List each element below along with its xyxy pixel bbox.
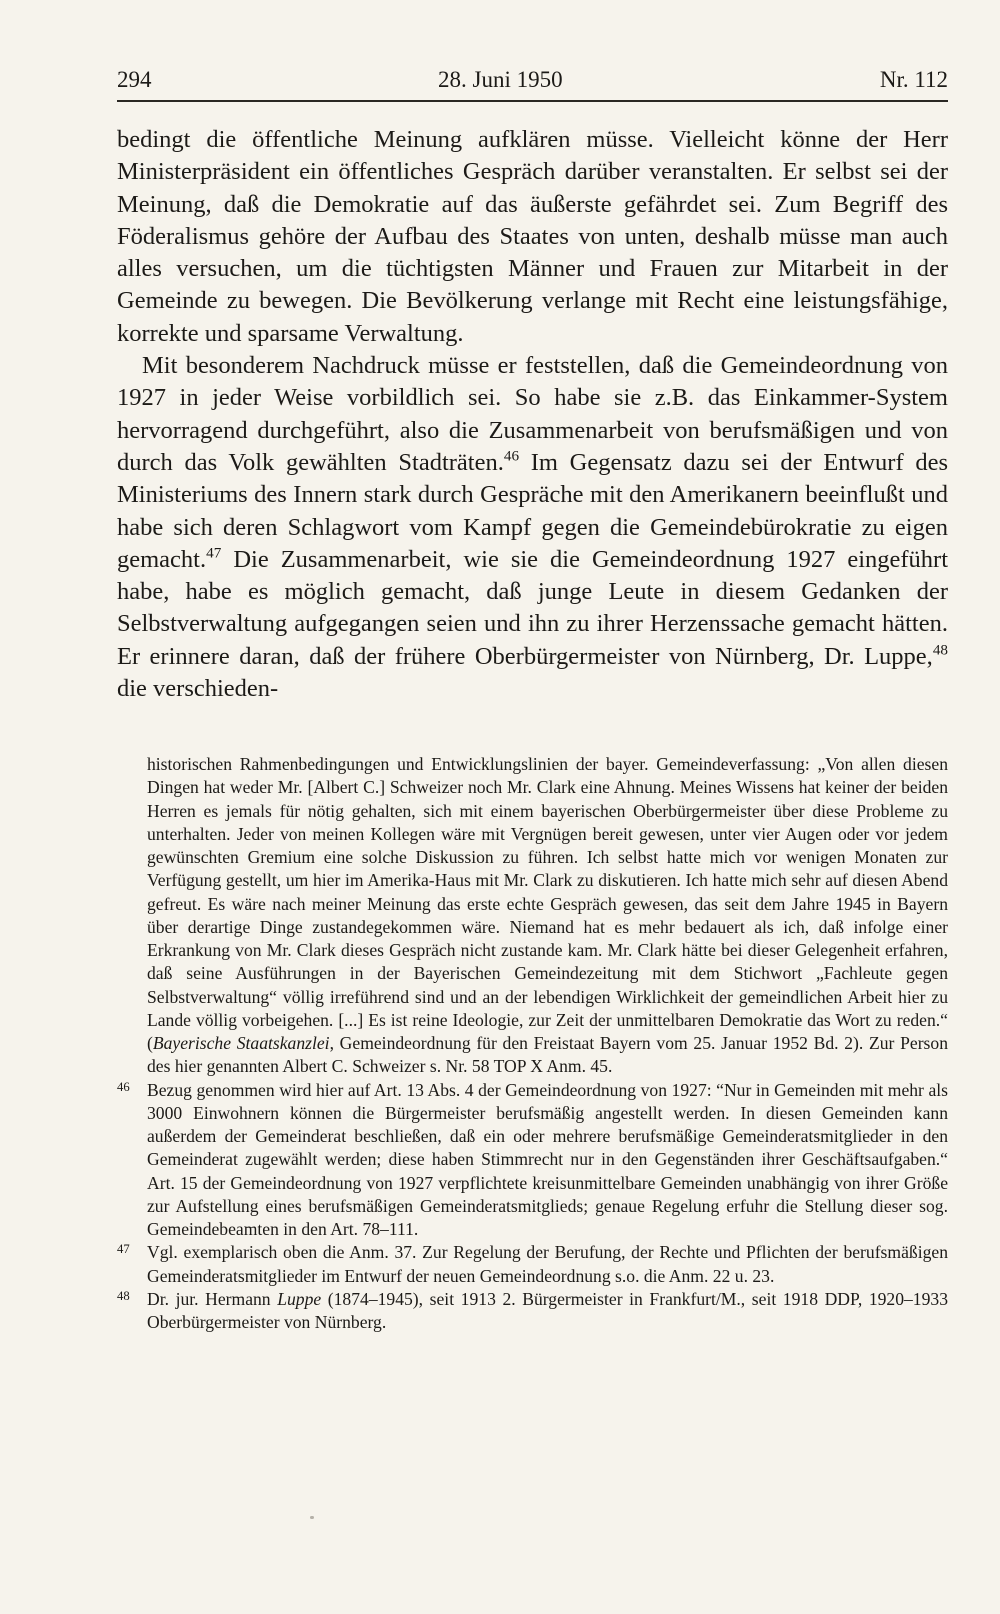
paragraph-2-part-d: die verschieden- [117,675,279,703]
footnote-46 [117,1079,948,1242]
footnote-continuation [117,753,948,1079]
footnotes-section [117,753,948,1334]
header-issue-number: Nr. 112 [879,67,948,92]
footnote-ref-47[interactable]: 47 [206,544,222,562]
page-number: 294 [117,67,152,92]
footnote-number-47: 47 [117,1242,130,1257]
footnote-ref-46[interactable]: 46 [503,447,520,465]
footnote-48 [117,1288,948,1335]
footnote-text-48-italic: Luppe [277,1288,322,1309]
footnote-text-48-a: Dr. jur. Hermann [147,1288,278,1309]
footnote-text-48-b: (1874–1945), seit 1913 2. Bürgermeister in Frankfurt/M., seit 1918 DDP, 1920–1933 Oberbürgermeister von Nürnberg. [147,1288,948,1332]
footnote-continuation-text-b: , Gemeindeordnung für den Freistaat Bayern vom 25. Januar 1952 Bd. 2). Zur Person des hier genannten Albert C. Schweizer s. Nr. 58 TOP X Anm. 45. [147,1033,949,1077]
paragraph-2 [117,350,948,705]
footnote-number-46: 46 [117,1079,130,1094]
footnote-continuation-text-a: historischen Rahmenbedingungen und Entwicklungslinien der bayer. Gemeindeverfassung: „Von allen diesen Dingen hat weder Mr. [Albert C.] Schweizer noch Mr. Clark eine Ahnung. Meines Wissens hat keiner der beiden Herren es jemals für nötig gehalten, sich mit einem bayerischen Oberbürgermeister über diese Probleme zu unterhalten. Jeder von meinen Kollegen wäre mit Vergnügen bereit gewesen, unter vier Augen oder vor jedem gewünschten Gremium eine solche Diskussion zu führen. Ich selbst hatte mich vor wenigen Monaten zur Verfügung gestellt, um hier im Amerika-Haus mit Mr. Clark zu diskutieren. Ich hatte mich sehr auf diesen Abend gefreut. Es wäre nach meiner Meinung das erste echte Gespräch gewesen, das seit dem Jahre 1945 in Bayern über derartige Dinge zustandegekommen wäre. Niemand hat es mehr bedauert als ich, daß infolge einer Erkrankung von Mr. Clark dieses Gespräch nicht zustande kam. Mr. Clark hätte bei dieser Gelegenheit erfahren, daß seine Ausführungen in der Bayerischen Gemeindezeitung mit dem Stichwort „Fachleute gegen Selbstverwaltung“ völlig irreführend sind und an der lebendigen Wirklichkeit der gemeindlichen Arbeit hier zu Lande völlig vorbeigehen. [...] Es ist reine Ideologie, zur Zeit der unmittelbaren Demokratie das Wort zu reden.“ ( [147,754,948,1053]
footnote-47 [117,1241,948,1288]
paragraph-2-part-a: Mit besonderem Nachdruck müsse er feststellen, daß die Gemeindeordnung von 1927 in jeder Weise vorbildlich sei. So habe sie z.B. das Einkammer-System hervorragend durchgeführt, also die Zusammenarbeit von berufsmäßigen und von durch das Volk gewählten Stadträten. [117,352,948,476]
footnote-text-46: Bezug genommen wird hier auf Art. 13 Abs. 4 der Gemeindeordnung von 1927: “Nur in Gemeinden mit mehr als 3000 Einwohnern können die Bürgermeister berufsmäßig angestellt werden. In diesen Gemeinden kann außerdem der Gemeinderat beschließen, daß ein oder mehrere berufsmäßige Gemeinderatsmitglieder in den Gemeinderat zugewählt werden; diese haben Stimmrecht nur in den Gegenständen ihrer Geschäftsaufgaben.“ Art. 15 der Gemeindeordnung von 1927 verpflichtete kreisunmittelbare Gemeinden unabhängig von ihrer Größe zur Aufstellung eines berufsmäßigen Gemeinderatsmitglieds; genaue Regelung erfuhr die Stellung dieser sog. Gemeindebeamten in den Art. 78–111. [147,1079,948,1239]
footnote-continuation-italic: Bayerische Staatskanzlei [152,1033,330,1053]
footnote-number-48: 48 [117,1288,130,1303]
footnote-text-47: Vgl. exemplarisch oben die Anm. 37. Zur Regelung der Berufung, der Rechte und Pflichten der berufsmäßigen Gemeinderatsmitglieder im Entwurf der neuen Gemeindeordnung s.o. die Anm. 22 u. 23. [147,1242,948,1286]
main-text [117,124,948,705]
header-date: 28. Juni 1950 [438,67,563,92]
paragraph-1: bedingt die öffentliche Meinung aufklären müsse. Vielleicht könne der Herr Ministerpräsident ein öffentliches Gespräch darüber veranstalten. Er selbst sei der Meinung, daß die Demokratie auf das äußerste gefährdet sei. Zum Begriff des Föderalismus gehöre der Aufbau des Staates von unten, deshalb müsse man auch alles versuchen, um die tüchtigsten Männer und Frauen zur Mitarbeit in der Gemeinde zu bewegen. Die Bevölkerung verlange mit Recht eine leistungsfähige, korrekte und sparsame Verwaltung. [117,126,948,347]
print-speck [310,1516,314,1519]
paragraph-2-part-c: Die Zusammenarbeit, wie sie die Gemeindeordnung 1927 eingeführt habe, habe es möglich gemacht, daß junge Leute in diesem Gedanken der Selbstverwaltung aufgegangen seien und ihn zu ihrer Herzenssache gemacht hätten. Er erinnere daran, daß der frühere Oberbürgermeister von Nürnberg, Dr. Luppe, [117,545,948,670]
paragraph-2-part-b: Im Gegensatz dazu sei der Entwurf des Ministeriums des Innern stark durch Gespräche mit den Amerikanern beeinflußt und habe sich deren Schlagwort vom Kampf gegen die Gemeindebürokratie zu eigen gemacht. [117,448,948,573]
footnote-ref-48[interactable]: 48 [932,641,948,659]
running-header [117,60,948,102]
